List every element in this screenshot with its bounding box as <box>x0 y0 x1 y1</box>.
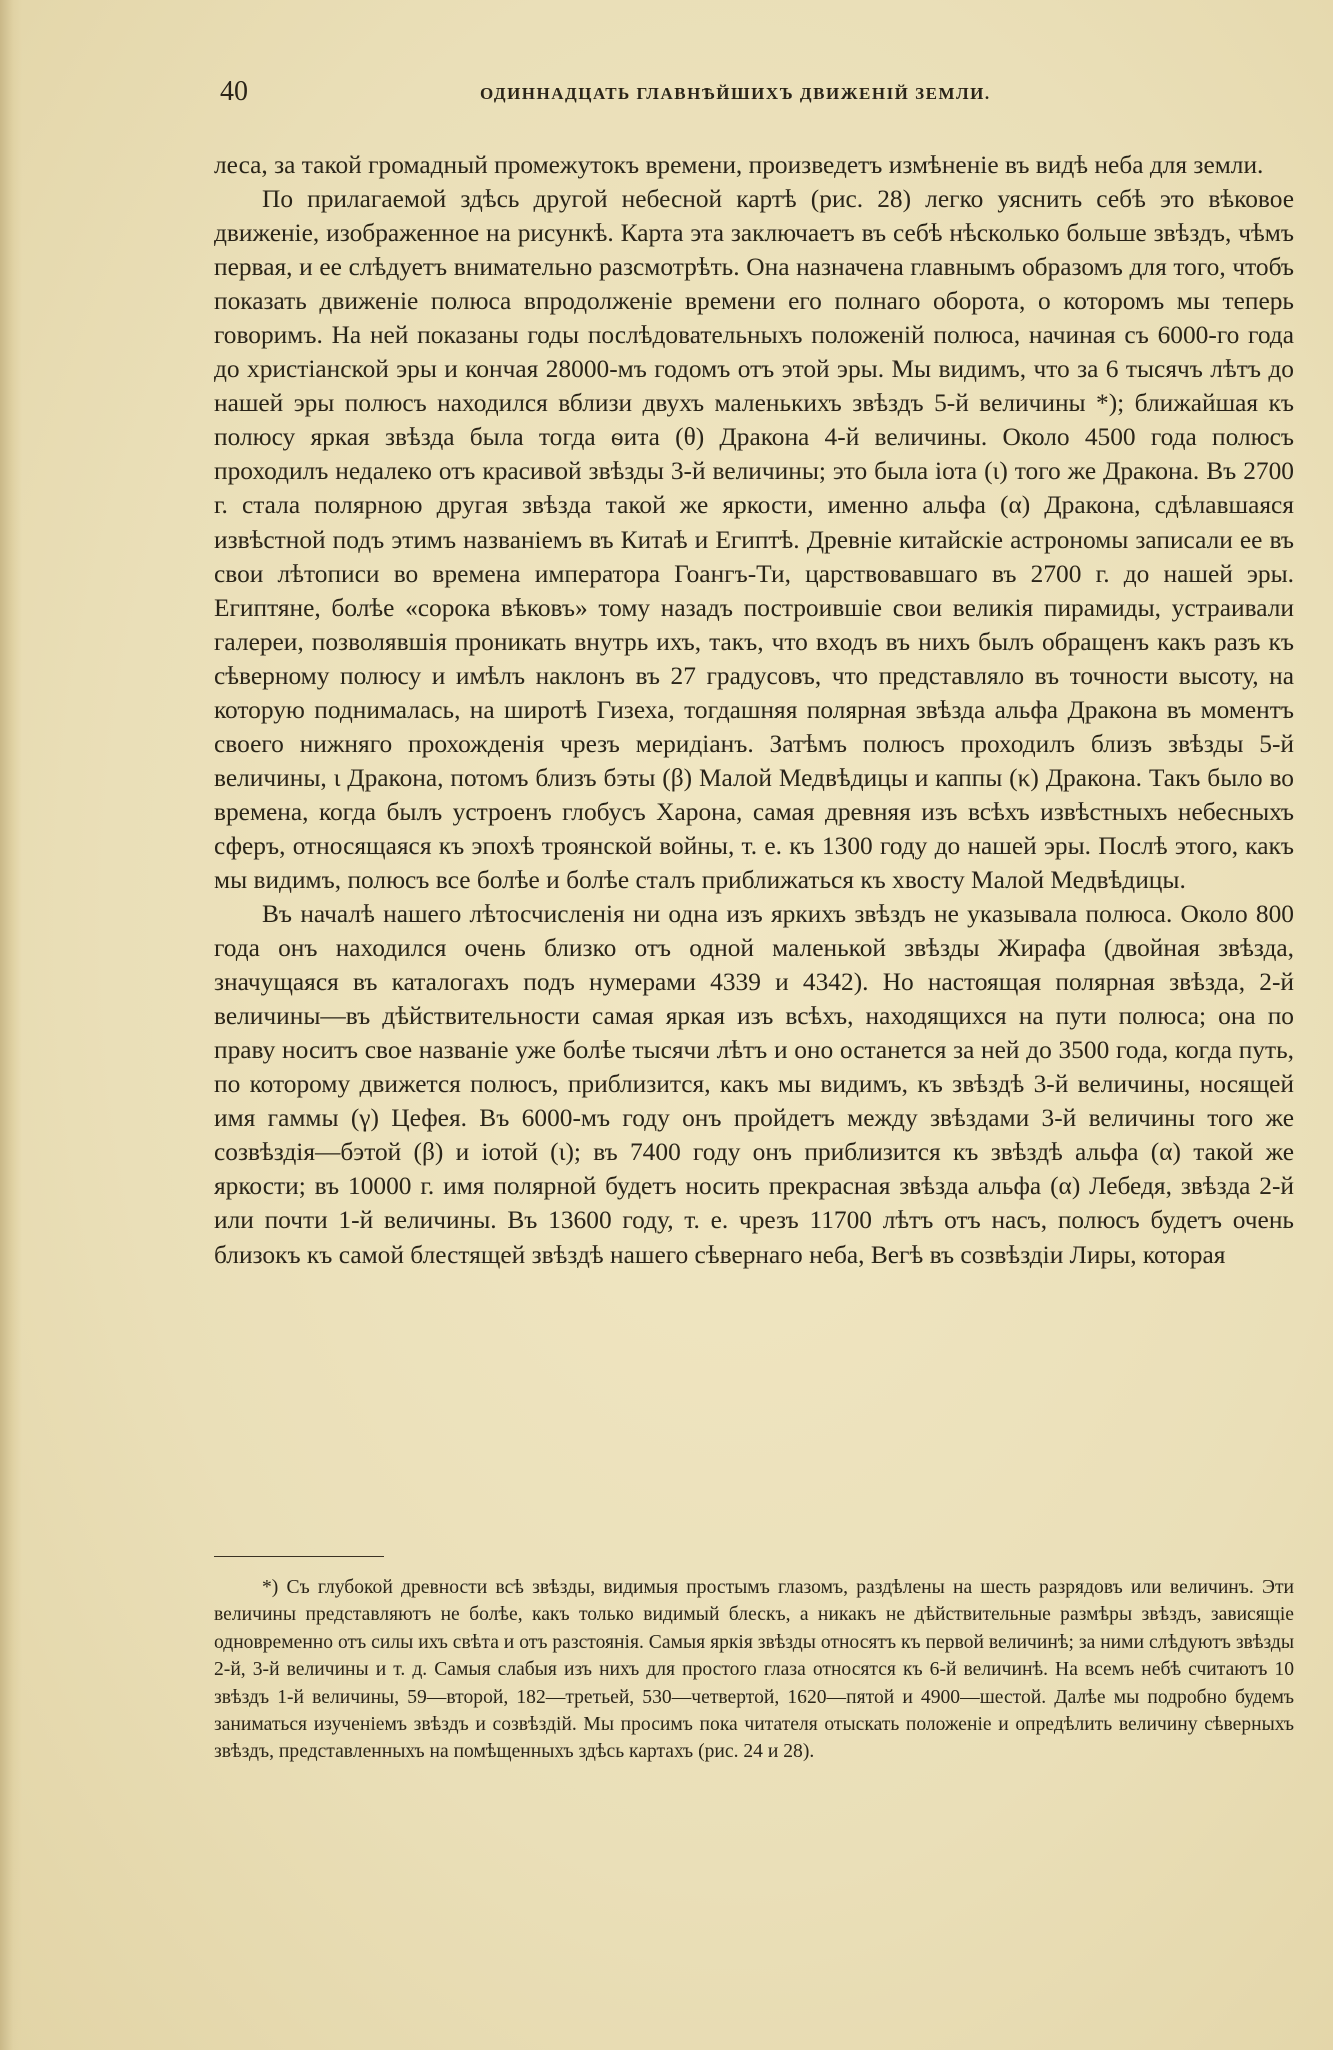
main-text <box>214 148 1294 1272</box>
footnote-text: *) Съ глубокой древности всѣ звѣзды, видимыя простымъ глазомъ, раздѣлены на шесть разрядовъ или величинъ. Эти величины представляютъ не болѣе, какъ только видимый блескъ, а никакъ не дѣйствительные размѣры звѣздъ, зависящіе одновременно отъ силы ихъ свѣта и отъ разстоянія. Самыя яркія звѣзды относятъ къ первой величинѣ; за ними слѣдуютъ звѣзды 2-й, 3-й величины и т. д. Самыя слабыя изъ нихъ для простого глаза относятся къ 6-й величинѣ. На всемъ небѣ считаютъ 10 звѣздъ 1-й величины, 59—второй, 182—третьей, 530—четвертой, 1620—пятой и 4900—шестой. Далѣе мы подробно будемъ заниматься изученіемъ звѣздъ и созвѣздій. Мы просимъ пока читателя отыскать положеніе и опредѣлить величину сѣверныхъ звѣздъ, представленныхъ на помѣщенныхъ здѣсь картахъ (рис. 24 и 28). <box>214 1577 1294 1763</box>
page-number: 40 <box>220 76 248 107</box>
paragraph: леса, за такой громадный промежутокъ времени, произведетъ измѣненіе въ видѣ неба для земли. <box>214 151 1264 179</box>
page-spine-shadow <box>0 0 22 2050</box>
footnote-separator <box>214 1556 384 1557</box>
footnote <box>214 1574 1294 1766</box>
page-header <box>210 76 1130 116</box>
paragraph: По прилагаемой здѣсь другой небесной картѣ (рис. 28) легко уяснить себѣ это вѣковое движеніе, изображенное на рисункѣ. Карта эта заключаетъ въ себѣ нѣсколько больше звѣздъ, чѣмъ первая, и ее слѣдуетъ внимательно разсмотрѣть. Она назначена главнымъ образомъ для того, чтобъ показать движеніе полюса впродолженіе времени его полнаго оборота, о которомъ мы теперь говоримъ. На ней показаны годы послѣдовательныхъ положеній полюса, начиная съ 6000-го года до христіанской эры и кончая 28000-мъ годомъ отъ этой эры. Мы видимъ, что за 6 тысячъ лѣтъ до нашей эры полюсъ находился вблизи двухъ маленькихъ звѣздъ 5-й величины *); ближайшая къ полюсу яркая звѣзда была тогда ѳита (θ) Дракона 4-й величины. Около 4500 года полюсъ проходилъ недалеко отъ красивой звѣзды 3-й величины; это была іота (ι) того же Дракона. Въ 2700 г. стала полярною другая звѣзда такой же яркости, именно альфа (α) Дракона, сдѣлавшаяся извѣстной подъ этимъ названіемъ въ Китаѣ и Египтѣ. Древніе китайскіе астрономы записали ее въ свои лѣтописи во времена императора Гоангъ-Ти, царствовавшаго въ 2700 г. до нашей эры. Египтяне, болѣе «сорока вѣковъ» тому назадъ построившіе свои великія пирамиды, устраивали галереи, позволявшія проникать внутрь ихъ, такъ, что входъ въ нихъ былъ обращенъ какъ разъ къ сѣверному полюсу и имѣлъ наклонъ въ 27 градусовъ, что представляло въ точности высоту, на которую поднималась, на широтѣ Гизеха, тогдашняя полярная звѣзда альфа Дракона въ моментъ своего нижняго прохожденія чрезъ меридіанъ. Затѣмъ полюсъ проходилъ близъ звѣзды 5-й величины, ι Дракона, потомъ близъ бэты (β) Малой Медвѣдицы и каппы (κ) Дракона. Такъ было во времена, когда былъ устроенъ глобусъ Харона, самая древняя изъ всѣхъ извѣстныхъ небесныхъ сферъ, относящаяся къ эпохѣ троянской войны, т. е. къ 1300 году до нашей эры. Послѣ этого, какъ мы видимъ, полюсъ все болѣе и болѣе сталъ приближаться къ хвосту Малой Медвѣдицы. <box>214 185 1294 894</box>
paragraph: Въ началѣ нашего лѣтосчисленія ни одна изъ яркихъ звѣздъ не указывала полюса. Около 800 года онъ находился очень близко отъ одной маленькой звѣзды Жирафа (двойная звѣзда, значущаяся въ каталогахъ подъ нумерами 4339 и 4342). Но настоящая полярная звѣзда, 2-й величины—въ дѣйствительности самая яркая изъ всѣхъ, находящихся на пути полюса; она по праву носитъ свое названіе уже болѣе тысячи лѣтъ и оно останется за ней до 3500 года, когда путь, по которому движется полюсъ, приблизится, какъ мы видимъ, къ звѣздѣ 3-й величины, носящей имя гаммы (γ) Цефея. Въ 6000-мъ году онъ пройдетъ между звѣздами 3-й величины того же созвѣздія—бэтой (β) и іотой (ι); въ 7400 году онъ приблизится къ звѣздѣ альфа (α) такой же яркости; въ 10000 г. имя полярной будетъ носить прекрасная звѣзда альфа (α) Лебедя, звѣзда 2-й или почти 1-й величины. Въ 13600 году, т. е. чрезъ 11700 лѣтъ отъ насъ, полюсъ будетъ очень близокъ къ самой блестящей звѣздѣ нашего сѣвернаго неба, Вегѣ въ созвѣздіи Лиры, которая <box>214 900 1294 1269</box>
running-title: ОДИННАДЦАТЬ ГЛАВНѢЙШИХЪ ДВИЖЕНІЙ ЗЕМЛИ. <box>480 84 991 103</box>
